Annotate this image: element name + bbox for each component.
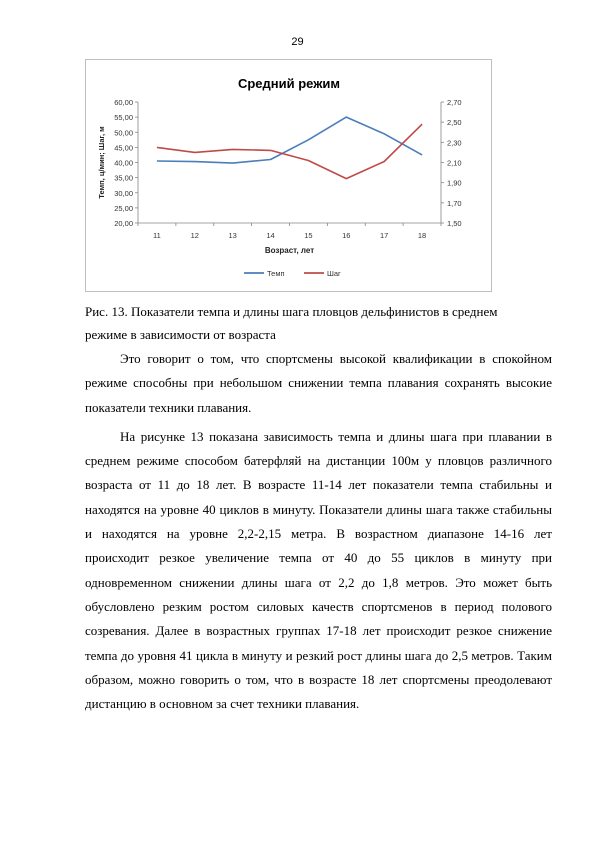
- y-left-tick-label: 40,00: [114, 158, 133, 168]
- y-right-tick-label: 2,50: [447, 118, 462, 128]
- y-left-tick-label: 35,00: [114, 173, 133, 183]
- page-number: 29: [291, 36, 304, 48]
- y-left-tick-label: 30,00: [114, 188, 133, 198]
- chart-title: Средний режим: [237, 76, 341, 91]
- y-left-tick-label: 55,00: [114, 113, 133, 123]
- y-left-tick-label: 25,00: [114, 203, 133, 213]
- y-right-tick-label: 1,70: [447, 198, 462, 208]
- y-left-tick-label: 60,00: [114, 98, 133, 107]
- x-tick-label: 13: [228, 231, 237, 240]
- y-left-tick-label: 45,00: [114, 143, 133, 153]
- y-left-tick-label: 50,00: [114, 128, 133, 138]
- paragraph: На рисунке 13 показана зависимость темпа и длины шага при плавании в среднем режиме способом батерфляй на дистанции 100м у пловцов различного возраста от 11 до 18 лет. В возрасте 11-14 лет показатели темпа стабильны и находятся на уровне 40 циклов в минуту. Показатели длины шага также стабильны и находятся на уровне 2,2-2,15 метра. В возрастном диапазоне 14-16 лет происходит резкое увеличение темпа от 40 до 55 циклов в минуту при одновременном снижении длины шага от 2,2 до 1,8 метров. Это может быть обусловлено резким ростом силовых качеств спортсменов в период полового созревания. Далее в возрастных группах 17-18 лет происходит резкое снижение темпа до уровня 41 цикла в минуту и резкий рост длины шага до 2,5 метров. Таким образом, можно говорить о том, что в возрасте 18 лет спортсмены преодолевают дистанцию в основном за счет техники плавания.: [85, 428, 552, 712]
- x-tick-label: 18: [417, 231, 427, 240]
- legend-label: Шаг: [327, 269, 341, 278]
- x-tick-label: 11: [153, 231, 161, 240]
- y-axis-title: Темп, ц/мин; Шаг, м: [97, 126, 106, 199]
- figure-caption: Рис. 13. Показатели темпа и длины шага пловцов дельфинистов в среднем режиме в зависимости от возраста: [85, 304, 498, 342]
- y-right-tick-label: 2,30: [447, 138, 462, 148]
- body-text: [85, 347, 552, 721]
- y-left-tick-label: 20,00: [114, 219, 133, 228]
- x-tick-label: 17: [380, 231, 389, 240]
- x-axis-title: Возраст, лет: [264, 246, 315, 255]
- y-right-tick-label: 2,10: [447, 158, 462, 168]
- y-right-tick-label: 1,90: [447, 178, 462, 188]
- x-tick-label: 14: [266, 231, 275, 240]
- paragraph: Это говорит о том, что спортсмены высокой квалификации в спокойном режиме способны при небольшом снижении темпа плавания сохранять высокие показатели техники плавания.: [85, 351, 552, 415]
- line-chart: [86, 60, 491, 291]
- y-right-tick-label: 1,50: [447, 219, 462, 228]
- x-tick-label: 15: [304, 231, 313, 240]
- chart-figure: [85, 59, 492, 292]
- x-tick-label: 16: [342, 231, 351, 240]
- legend-label: Темп: [267, 269, 285, 278]
- y-right-tick-label: 2,70: [447, 98, 462, 107]
- x-tick-label: 12: [190, 231, 199, 240]
